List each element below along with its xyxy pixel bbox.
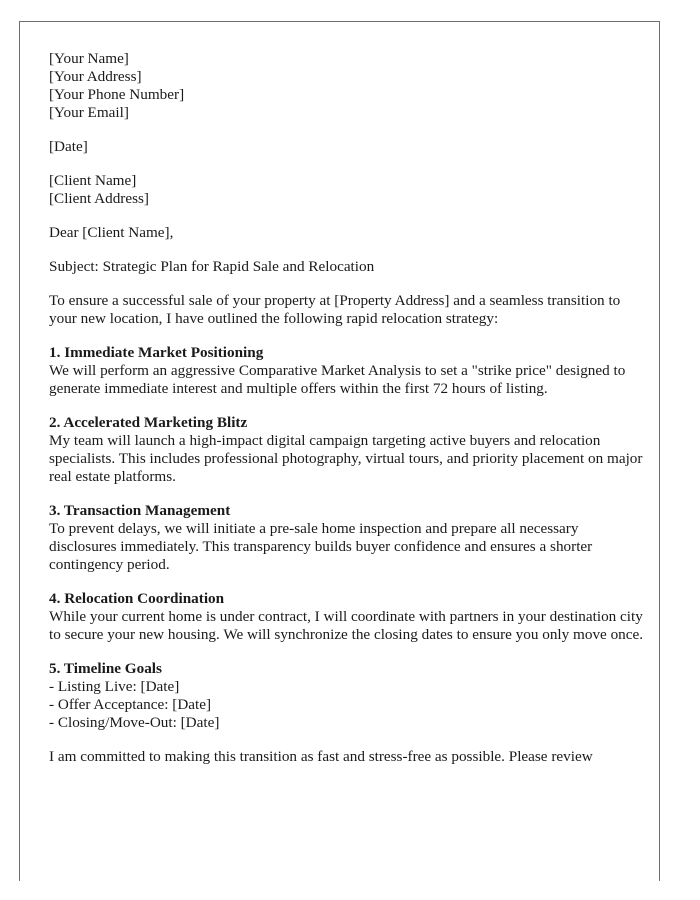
section-transaction-management — [49, 502, 649, 574]
section-body: My team will launch a high-impact digital campaign targeting active buyers and relocation specialists. This includes professional photography, virtual tours, and priority placement on major real estate platforms. — [49, 432, 643, 485]
sender-name: [Your Name] — [49, 50, 129, 67]
subject-line: Subject: Strategic Plan for Rapid Sale and Relocation — [49, 258, 375, 275]
section-relocation-coordination — [49, 590, 649, 644]
date-block — [49, 138, 649, 156]
sender-phone: [Your Phone Number] — [49, 86, 185, 103]
sender-address: [Your Address] — [49, 68, 142, 85]
section-body: We will perform an aggressive Comparative Market Analysis to set a "strike price" designed to generate immediate interest and multiple offers within the first 72 hours of listing. — [49, 362, 626, 397]
timeline-item: - Listing Live: [Date] — [49, 678, 180, 695]
sender-block — [49, 50, 649, 122]
section-title: 5. Timeline Goals — [49, 660, 162, 677]
section-title: 2. Accelerated Marketing Blitz — [49, 414, 248, 431]
section-title: 4. Relocation Coordination — [49, 590, 225, 607]
section-marketing-blitz — [49, 414, 649, 486]
salutation: Dear [Client Name], — [49, 224, 174, 241]
recipient-name: [Client Name] — [49, 172, 137, 189]
intro-paragraph: To ensure a successful sale of your property at [Property Address] and a seamless transition to your new location, I have outlined the following rapid relocation strategy: — [49, 292, 621, 327]
recipient-address: [Client Address] — [49, 190, 149, 207]
timeline-item: - Offer Acceptance: [Date] — [49, 696, 212, 713]
recipient-block — [49, 172, 649, 208]
letter-content — [49, 50, 649, 766]
section-timeline-goals — [49, 660, 649, 732]
sender-email: [Your Email] — [49, 104, 129, 121]
section-title: 1. Immediate Market Positioning — [49, 344, 264, 361]
section-body: To prevent delays, we will initiate a pre-sale home inspection and prepare all necessary disclosures immediately. This transparency builds buyer confidence and ensures a shorter contingency period. — [49, 520, 593, 573]
letter-date: [Date] — [49, 138, 88, 155]
timeline-item: - Closing/Move-Out: [Date] — [49, 714, 220, 731]
closing-paragraph: I am committed to making this transition as fast and stress-free as possible. Please review — [49, 748, 593, 765]
section-market-positioning — [49, 344, 649, 398]
section-title: 3. Transaction Management — [49, 502, 231, 519]
letter-page — [19, 21, 660, 881]
section-body: While your current home is under contract, I will coordinate with partners in your destination city to secure your new housing. We will synchronize the closing dates to ensure you only move once. — [49, 608, 644, 643]
